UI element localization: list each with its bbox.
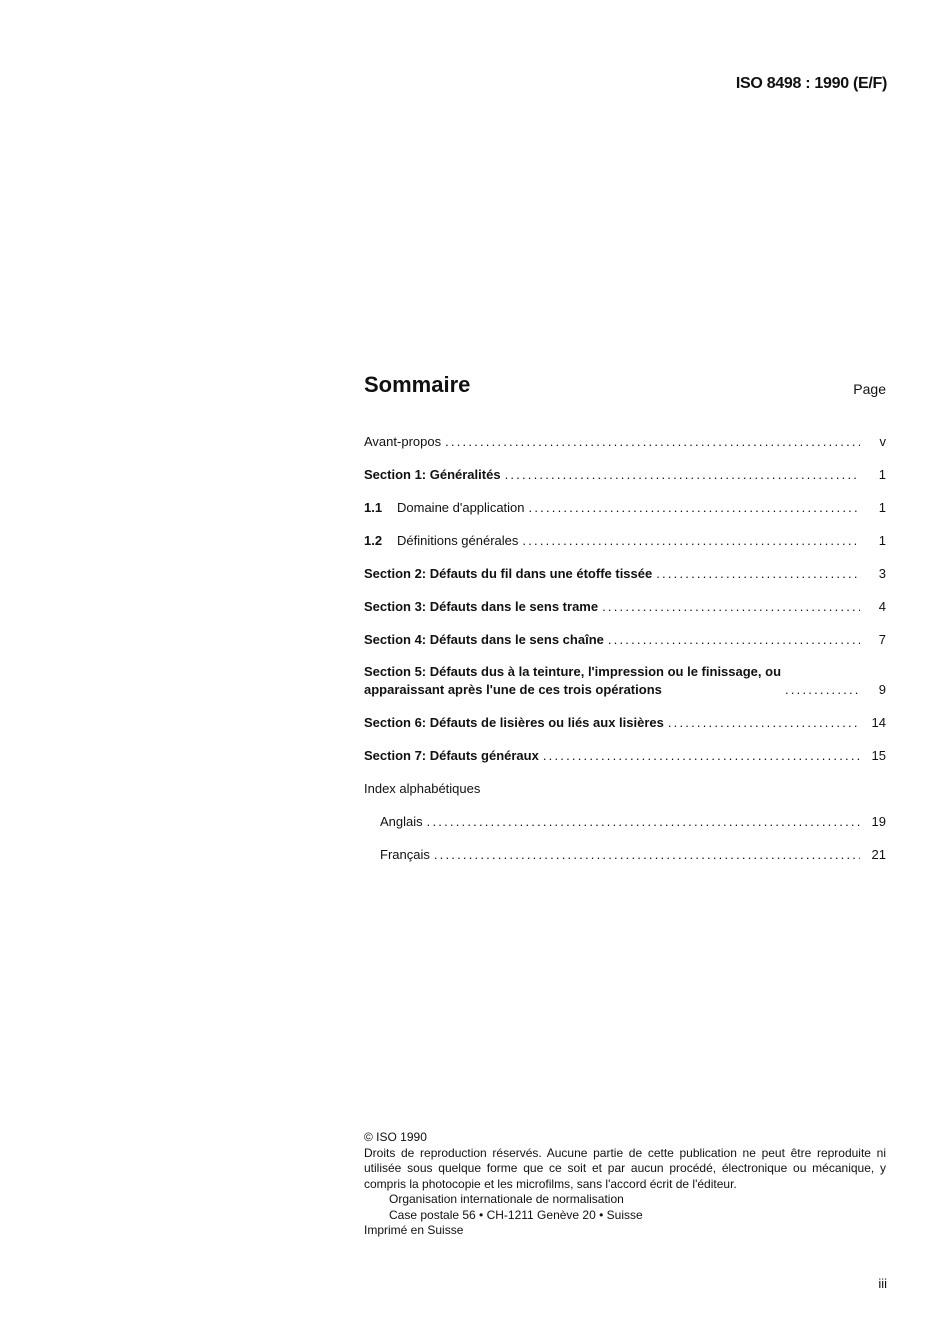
toc-leader-dots	[529, 499, 860, 517]
toc-entry-label: Français	[380, 847, 430, 862]
toc-entry-label: Section 1: Généralités	[364, 467, 501, 482]
toc-entry-page: 19	[871, 814, 886, 829]
toc-entry-label	[364, 532, 518, 550]
toc-entry-index-francais[interactable]	[364, 831, 886, 864]
toc-entry-label: Section 3: Défauts dans le sens trame	[364, 599, 599, 614]
toc-entry-section-2[interactable]	[364, 550, 886, 583]
toc-leader-dots	[505, 466, 860, 484]
copyright-rights-text: Droits de reproduction réservés. Aucune partie de cette publication ne peut être reproduite ni utilisée sous quelque forme que ce soit et par aucun procédé, électronique ou mécanique, y compris la photocopie et les microfilms, sans l'accord écrit de l'éditeur.	[364, 1145, 886, 1191]
toc-entry-1-1[interactable]	[364, 484, 886, 517]
toc-leader-dots	[656, 565, 860, 583]
toc-entry-number: 1.1	[364, 500, 383, 515]
toc-entry-section-7[interactable]	[364, 732, 886, 765]
toc-leader-dots	[445, 433, 860, 451]
toc-entry-text: Définitions générales	[397, 533, 519, 548]
toc-entry-page: 7	[878, 632, 886, 647]
toc-entry-label: Section 4: Défauts dans le sens chaîne	[364, 632, 604, 647]
toc-entry-label	[364, 663, 781, 699]
toc-leader-dots	[608, 631, 860, 649]
toc-entry-section-4[interactable]	[364, 616, 886, 649]
toc-leader-dots	[668, 714, 860, 732]
toc-leader-dots	[522, 532, 860, 550]
toc-entry-avant-propos[interactable]	[364, 418, 886, 451]
toc-entry-page: 4	[878, 599, 886, 614]
toc-entry-label: Avant-propos	[364, 434, 442, 449]
toc-leader-dots	[785, 681, 860, 699]
toc-entry-label: Anglais	[380, 814, 423, 829]
toc-leader-dots	[434, 846, 860, 864]
toc-entry-number: 1.2	[364, 533, 383, 548]
printed-in: Imprimé en Suisse	[364, 1223, 464, 1237]
document-reference: ISO 8498 : 1990 (E/F)	[735, 75, 887, 92]
toc-title: Sommaire	[364, 372, 471, 397]
toc-entry-section-5[interactable]	[364, 649, 886, 699]
copyright-line: © ISO 1990	[364, 1130, 427, 1144]
toc-entry-label: Section 2: Défauts du fil dans une étoffe tissée	[364, 566, 653, 581]
toc-entry-label-line1: Section 5: Défauts dus à la teinture, l'impression ou le finissage, ou	[364, 664, 782, 679]
toc-entry-label-line2: apparaissant après l'une de ces trois opérations	[364, 682, 662, 697]
toc-page-column-label: Page	[853, 381, 886, 397]
toc-entry-section-3[interactable]	[364, 583, 886, 616]
toc-entry-label: Section 6: Défauts de lisières ou liés aux lisières	[364, 715, 664, 730]
toc-leader-dots	[543, 747, 860, 765]
toc-entry-page: v	[879, 434, 886, 449]
organisation-name: Organisation internationale de normalisation	[389, 1192, 624, 1206]
toc-entry-text: Domaine d'application	[397, 500, 525, 515]
toc-index-heading: Index alphabétiques	[364, 781, 481, 796]
page-number: iii	[878, 1276, 887, 1291]
toc-leader-dots	[602, 598, 860, 616]
copyright-notice	[364, 1130, 886, 1239]
toc-entry-page: 1	[878, 533, 886, 548]
toc-entry-1-2[interactable]	[364, 517, 886, 550]
toc-header	[364, 372, 886, 404]
organisation-address: Case postale 56 • CH-1211 Genève 20 • Suisse	[389, 1207, 643, 1222]
toc-entry-label	[364, 499, 525, 517]
toc-entry-page: 1	[878, 500, 886, 515]
toc-entry-label: Section 7: Défauts généraux	[364, 748, 539, 763]
toc-entry-page: 14	[871, 715, 886, 730]
toc-entry-page: 9	[878, 682, 886, 697]
toc-entry-index-anglais[interactable]	[364, 798, 886, 831]
toc-entry-section-1[interactable]	[364, 451, 886, 484]
table-of-contents	[364, 418, 886, 864]
toc-entry-page: 1	[878, 467, 886, 482]
toc-entry-page: 21	[871, 847, 886, 862]
toc-entry-section-6[interactable]	[364, 699, 886, 732]
toc-entry-page: 3	[878, 566, 886, 581]
toc-leader-dots	[427, 813, 860, 831]
toc-entry-page: 15	[871, 748, 886, 763]
